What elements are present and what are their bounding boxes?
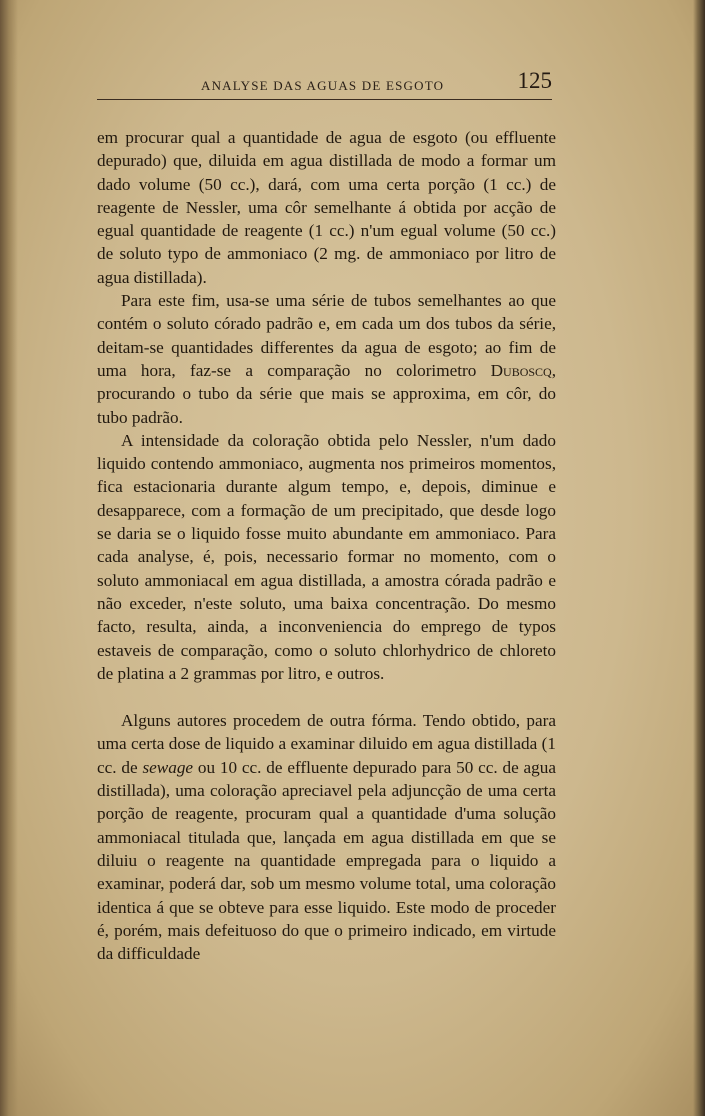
page-right-edge-shadow [693,0,705,1116]
paragraph-2-text-b: , procurando o tubo da série que mais se approxima, em côr, do tubo padrão. [97,360,556,427]
body-text [97,126,556,965]
header-rule [97,99,552,100]
paragraph-2-author-name: Duboscq [490,360,552,380]
page-left-edge-shadow [0,0,18,1116]
paragraph-2 [97,289,556,429]
paragraph-4 [97,709,556,965]
page-header [97,66,552,102]
paragraph-4-text-a: Alguns autores procedem de outra fórma. Tendo obtido, para uma certa dose de liquido a examinar diluido em agua distillada (1 cc. de [97,711,556,777]
paragraph-2-text-a: Para este fim, usa-se uma série de tubos semelhantes ao que contém o soluto córado padrão e, em cada um dos tubos da série, deitam-se quantidades differentes da agua de esgoto; ao fim de uma hora, faz-se a comparação no colorimetro [97,291,556,380]
page-number: 125 [517,68,552,93]
running-title: ANALYSE DAS AGUAS DE ESGOTO [201,78,445,93]
paragraph-4-italic-term: sewage [142,757,194,777]
paragraph-3: A intensidade da coloração obtida pelo Nessler, n'um dado liquido contendo ammoniaco, augmenta nos primeiros momentos, fica estacionaria durante algum tempo, e, depois, diminue e desapparece, com a formação de um precipitado, que desde logo se daria se o liquido fosse muito abundante em ammoniaco. Para cada analyse, é, pois, necessario formar no momento, com o soluto ammoniacal em agua distillada, a amostra córada padrão e não exceder, n'este soluto, uma baixa concentração. Do mesmo facto, resulta, ainda, a inconveniencia do emprego de typos estaveis de comparação, como o soluto chlorhydrico de chloreto de platina a 2 grammas por litro, e outros. [97,430,556,683]
paragraph-1: em procurar qual a quantidade de agua de esgoto (ou effluente depurado) que, diluida em agua distillada de modo a formar um dado volume (50 cc.), dará, com uma certa porção (1 cc.) de reagente de Nessler, uma côr semelhante á obtida por acção de egual quantidade de reagente (1 cc.) n'um egual volume (50 cc.) de soluto typo de ammoniaco (2 mg. de ammoniaco por litro de agua distillada). [97,128,556,287]
paragraph-4-text-b: ou 10 cc. de effluente depurado para 50 cc. de agua distillada), uma coloração apreciavel pela adjuncção de uma certa porção de reagente, procuram qual a quantidade d'uma solução ammoniacal titulada que, lançada em agua distillada em que se diluiu o reagente na quantidade empregada para o liquido a examinar, poderá dar, sob um mesmo volume total, uma coloração identica á que se obteve para esse liquido. Este modo de proceder é, porém, mais defeituoso do que o primeiro indicado, em virtude da difficuldade [97,757,556,964]
